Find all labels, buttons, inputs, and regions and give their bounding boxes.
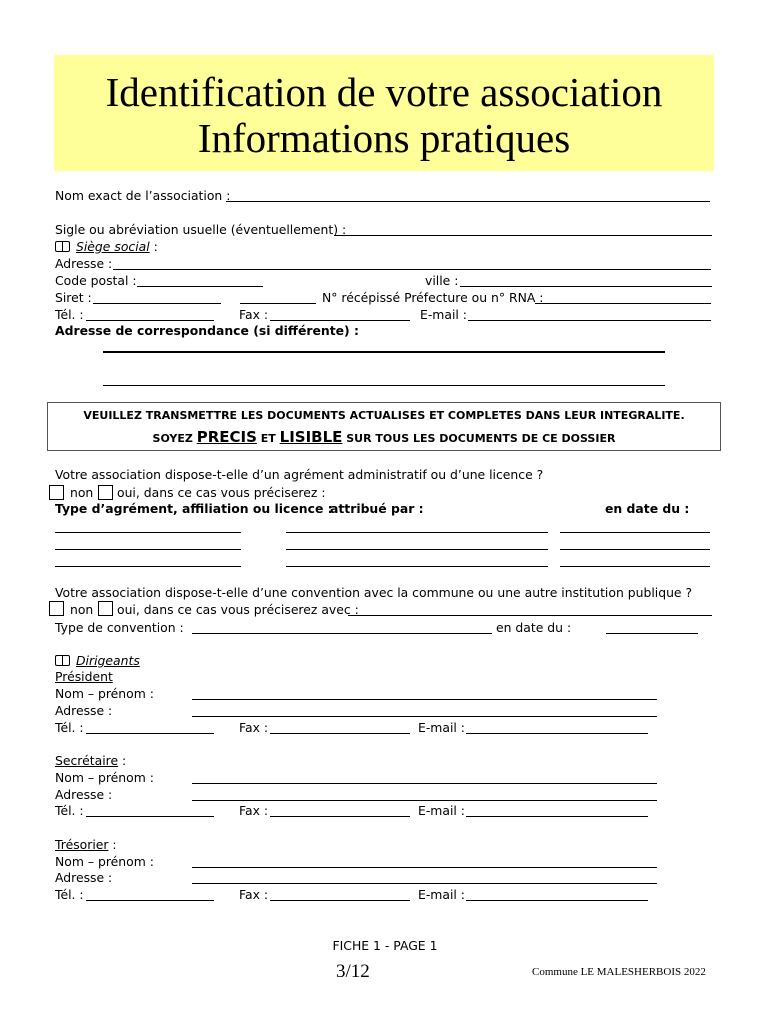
- agrement-oui-label: oui, dans ce cas vous préciserez :: [117, 485, 326, 500]
- book-icon: [55, 655, 70, 666]
- email-label: E-mail :: [420, 307, 467, 322]
- page-number: 3/12: [336, 961, 370, 982]
- tresorier-tel-field[interactable]: [86, 900, 214, 901]
- tresorier-colon: :: [108, 837, 117, 852]
- convention-non-checkbox[interactable]: [49, 601, 64, 616]
- agrement-oui-checkbox[interactable]: [98, 485, 113, 500]
- agrement-col-type: Type d’agrément, affiliation ou licence :: [55, 501, 333, 516]
- tel-label: Tél. :: [55, 307, 84, 322]
- secretaire-adresse-field[interactable]: [192, 800, 657, 801]
- agrement-date-field-3[interactable]: [560, 566, 710, 567]
- tresorier-email-label: E-mail :: [418, 887, 465, 902]
- commune-label: Commune LE MALESHERBOIS 2022: [532, 966, 706, 978]
- correspondance-label: Adresse de correspondance (si différente) :: [55, 323, 359, 338]
- convention-avec-field[interactable]: [348, 615, 712, 616]
- email-field[interactable]: [468, 320, 711, 321]
- tresorier-tel-label: Tél. :: [55, 887, 84, 902]
- tresorier-adresse-label: Adresse :: [55, 870, 113, 885]
- tresorier-email-field[interactable]: [466, 900, 648, 901]
- nom-field[interactable]: [226, 201, 710, 202]
- secretaire-email-field[interactable]: [466, 816, 648, 817]
- tresorier-nom-field[interactable]: [192, 867, 657, 868]
- secretaire-tel-label: Tél. :: [55, 803, 84, 818]
- notice-box: [47, 402, 721, 451]
- president-fax-field[interactable]: [270, 733, 410, 734]
- president-email-label: E-mail :: [418, 720, 465, 735]
- code-postal-label: Code postal :: [55, 273, 137, 288]
- book-icon: [55, 241, 70, 252]
- convention-oui-label: oui, dans ce cas vous préciserez avec :: [117, 602, 359, 617]
- title-banner: [54, 55, 714, 171]
- agrement-attribue-field-3[interactable]: [286, 566, 548, 567]
- secretaire-tel-field[interactable]: [86, 816, 214, 817]
- ville-field[interactable]: [460, 286, 712, 287]
- agrement-type-field-3[interactable]: [55, 566, 241, 567]
- agrement-col-date: en date du :: [605, 501, 690, 516]
- agrement-type-field-1[interactable]: [55, 532, 241, 533]
- president-nom-field[interactable]: [192, 699, 657, 700]
- notice-rest: SUR TOUS LES DOCUMENTS DE CE DOSSIER: [346, 432, 616, 445]
- president-nom-label: Nom – prénom :: [55, 686, 154, 701]
- siret-field-2[interactable]: [240, 303, 316, 304]
- president-tel-field[interactable]: [86, 733, 214, 734]
- dirigeants-label: Dirigeants: [76, 653, 140, 668]
- page-subtitle: Informations pratiques: [197, 115, 571, 161]
- tel-field[interactable]: [86, 320, 214, 321]
- fax-label: Fax :: [239, 307, 269, 322]
- president-adresse-field[interactable]: [192, 716, 657, 717]
- agrement-date-field-2[interactable]: [560, 549, 710, 550]
- adresse-label: Adresse :: [55, 256, 113, 271]
- fiche-label: FICHE 1 - PAGE 1: [332, 938, 438, 953]
- convention-oui-checkbox[interactable]: [98, 601, 113, 616]
- president-heading: Président: [55, 669, 113, 684]
- fax-field[interactable]: [270, 320, 410, 321]
- notice-precis: PRECIS: [196, 428, 257, 446]
- notice-line-2: [48, 428, 720, 446]
- agrement-col-attribue: attribué par :: [330, 501, 424, 516]
- president-fax-label: Fax :: [239, 720, 269, 735]
- agrement-type-field-2[interactable]: [55, 549, 241, 550]
- convention-date-label: en date du :: [496, 620, 572, 635]
- correspondance-field-2[interactable]: [103, 385, 665, 386]
- tresorier-label: Trésorier: [55, 837, 109, 852]
- agrement-non-checkbox[interactable]: [49, 485, 64, 500]
- convention-non-label: non: [70, 602, 94, 617]
- page-title: Identification de votre association: [105, 69, 663, 115]
- secretaire-fax-label: Fax :: [239, 803, 269, 818]
- secretaire-email-label: E-mail :: [418, 803, 465, 818]
- convention-question: Votre association dispose-t-elle d’une convention avec la commune ou une autre institution publique ?: [55, 585, 693, 600]
- notice-et: ET: [260, 432, 276, 445]
- tresorier-nom-label: Nom – prénom :: [55, 854, 154, 869]
- siret-field[interactable]: [93, 303, 221, 304]
- convention-type-label: Type de convention :: [55, 620, 184, 635]
- code-postal-field[interactable]: [137, 286, 263, 287]
- notice-line-1: VEUILLEZ TRANSMETTRE LES DOCUMENTS ACTUALISES ET COMPLETES DANS LEUR INTEGRALITE.: [83, 409, 685, 422]
- tresorier-adresse-field[interactable]: [192, 883, 657, 884]
- recepisse-label: N° récépissé Préfecture ou n° RNA :: [322, 290, 544, 305]
- adresse-field[interactable]: [113, 269, 711, 270]
- correspondance-field-1[interactable]: [103, 351, 665, 353]
- president-email-field[interactable]: [466, 733, 648, 734]
- ville-label: ville :: [425, 273, 459, 288]
- convention-type-field[interactable]: [192, 633, 492, 634]
- siege-colon: :: [149, 239, 158, 254]
- secretaire-nom-field[interactable]: [192, 783, 657, 784]
- recepisse-field[interactable]: [535, 303, 711, 304]
- convention-date-field[interactable]: [606, 633, 698, 634]
- president-tel-label: Tél. :: [55, 720, 84, 735]
- notice-soyez: SOYEZ: [152, 432, 193, 445]
- secretaire-fax-field[interactable]: [270, 816, 410, 817]
- agrement-attribue-field-2[interactable]: [286, 549, 548, 550]
- secretaire-nom-label: Nom – prénom :: [55, 770, 154, 785]
- secretaire-adresse-label: Adresse :: [55, 787, 113, 802]
- notice-lisible: LISIBLE: [279, 428, 343, 446]
- agrement-date-field-1[interactable]: [560, 532, 710, 533]
- nom-label: Nom exact de l’association :: [55, 188, 231, 203]
- agrement-non-label: non: [70, 485, 94, 500]
- tresorier-fax-field[interactable]: [270, 900, 410, 901]
- tresorier-fax-label: Fax :: [239, 887, 269, 902]
- agrement-attribue-field-1[interactable]: [286, 532, 548, 533]
- sigle-field[interactable]: [334, 235, 712, 236]
- secretaire-heading: [55, 753, 126, 768]
- siret-label: Siret :: [55, 290, 92, 305]
- tresorier-heading: [55, 837, 117, 852]
- secretaire-colon: :: [118, 753, 127, 768]
- president-adresse-label: Adresse :: [55, 703, 113, 718]
- agrement-question: Votre association dispose-t-elle d’un agrément administratif ou d’une licence ?: [55, 467, 544, 482]
- dirigeants-heading: [55, 653, 140, 668]
- sigle-label: Sigle ou abréviation usuelle (éventuellement) :: [55, 222, 347, 237]
- siege-label: Siège social: [76, 239, 150, 254]
- secretaire-label: Secrétaire: [55, 753, 119, 768]
- siege-social-heading: [55, 239, 158, 254]
